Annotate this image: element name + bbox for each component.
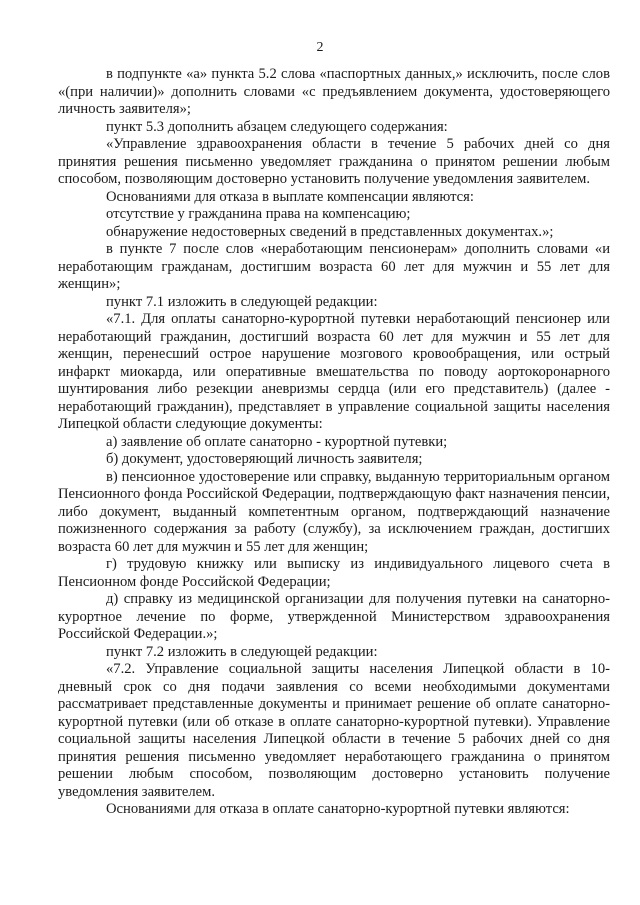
paragraph: в) пенсионное удостоверение или справку, выданную территориальным органом Пенсионного фонда Российской Федерации, подтверждающую факт назначения пенсии, либо документ, выданный компетентным органом, подтверждающий назначение пожизненного содержания за работу (службу), за исключением граждан, достигших возраста 60 лет для мужчин и 55 лет для женщин; <box>58 468 610 555</box>
paragraph: в пункте 7 после слов «неработающим пенсионерам» дополнить словами «и неработающим гражданам, достигшим возраста 60 лет для мужчин и 55 лет для женщин»; <box>58 241 610 292</box>
paragraph: Основаниями для отказа в выплате компенсации являются: <box>106 188 474 205</box>
paragraph: д) справку из медицинской организации для получения путевки на санаторно-курортное лечение по форме, утвержденной Министерством здравоохранения Российской Федерации.»; <box>58 591 610 642</box>
paragraph: в подпункте «а» пункта 5.2 слова «паспортных данных,» исключить, после слов «(при наличии)» дополнить словами «с предъявлением документа, удостоверяющего личность заявителя»; <box>58 66 610 117</box>
paragraph: г) трудовую книжку или выписку из индивидуального лицевого счета в Пенсионном фонде Российской Федерации; <box>58 556 610 590</box>
paragraph: пункт 5.3 дополнить абзацем следующего содержания: <box>106 118 448 135</box>
paragraph: «7.2. Управление социальной защиты населения Липецкой области в 10-дневный срок со дня подачи заявления со всеми необходимыми документами рассматривает представленные документы и принимает решение об оплате санаторно-курортной путевки (или об отказе в оплате санаторно-курортной путевки). Управление социальной защиты населения Липецкой области в течение 5 рабочих дней со дня принятия решения письменно уведомляет неработающего гражданина о принятом решении любым способом, позволяющим достоверно установить получение уведомления заявителем. <box>58 661 610 800</box>
paragraph: «Управление здравоохранения области в течение 5 рабочих дней со дня принятия решения письменно уведомляет гражданина о принятом решении любым способом, позволяющим достоверно установить получение уведомления заявителем. <box>58 136 610 187</box>
paragraph: обнаружение недостоверных сведений в представленных документах.»; <box>106 223 554 240</box>
paragraph: пункт 7.1 изложить в следующей редакции: <box>106 293 378 310</box>
paragraph: «7.1. Для оплаты санаторно-курортной путевки неработающий пенсионер или неработающий гражданин, достигший возраста 60 лет для мужчин и 55 лет для женщин, перенесший острое нарушение мозгового кровообращения, или острый инфаркт миокарда, или оперативные вмешательства по поводу аортокоронарного шунтирования либо резекции аневризмы сердца (или его представитель) (далее - неработающий гражданин), представляет в управление социальной защиты населения Липецкой области следующие документы: <box>58 311 610 432</box>
paragraph: отсутствие у гражданина права на компенсацию; <box>106 206 411 222</box>
paragraph: Основаниями для отказа в оплате санаторно-курортной путевки являются: <box>106 801 570 817</box>
paragraph: а) заявление об оплате санаторно - курортной путевки; <box>106 433 448 450</box>
page-number: 2 <box>316 40 324 55</box>
document-body <box>58 66 610 819</box>
paragraph: пункт 7.2 изложить в следующей редакции: <box>106 643 378 660</box>
paragraph: б) документ, удостоверяющий личность заявителя; <box>106 451 423 467</box>
